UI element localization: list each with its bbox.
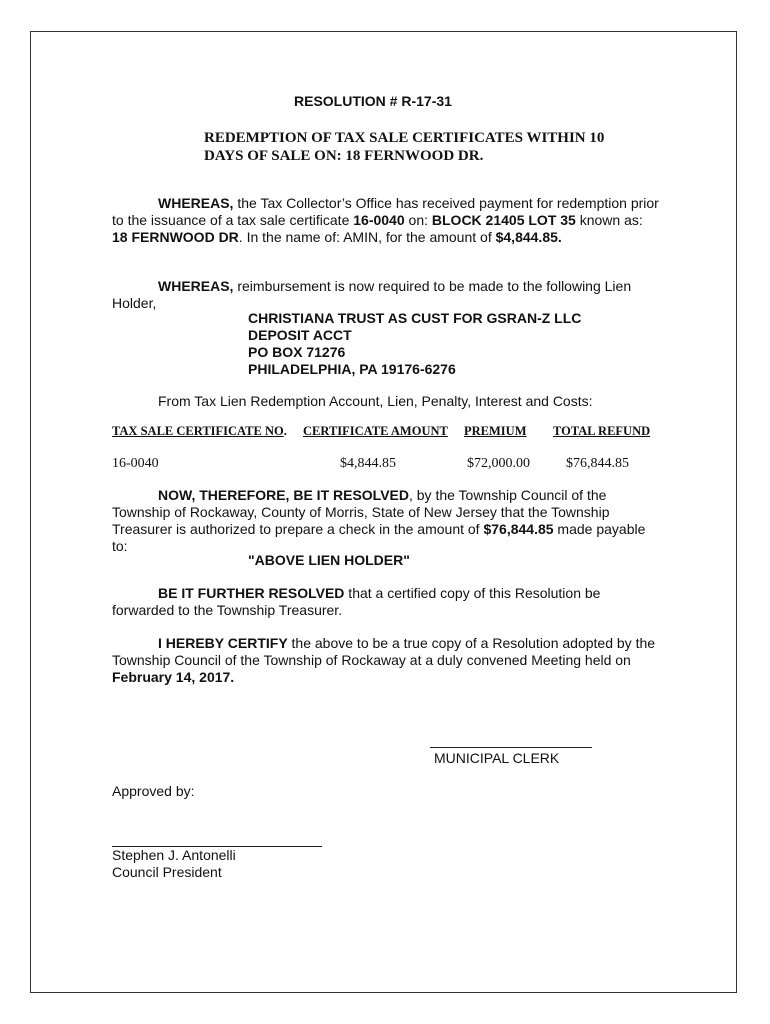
certify-lead: I HEREBY CERTIFY [158, 635, 288, 651]
further-line2-text: forwarded to the Township Treasurer. [112, 602, 343, 618]
whereas-lead-2: WHEREAS, [158, 278, 234, 294]
certify-line2-text: Township Council of the Township of Rockaway at a duly convened Meeting held on [112, 652, 631, 668]
whereas-paragraph-2 [112, 278, 631, 312]
table-cell-certificate-no: 16-0040 [112, 456, 159, 471]
resolved-paragraph [112, 487, 645, 555]
resolution-heading [204, 129, 604, 165]
whereas-lead-1: WHEREAS, [158, 195, 234, 211]
meeting-date: February 14, 2017. [112, 669, 235, 685]
certify-paragraph [112, 635, 655, 686]
resolved-line3-text-a: Treasurer is authorized to prepare a check in the amount of [112, 521, 484, 537]
lien-holder-account: DEPOSIT ACCT [248, 327, 352, 343]
table-header-premium: PREMIUM [464, 424, 527, 438]
heading-line-1: REDEMPTION OF TAX SALE CERTIFICATES WITHIN 10 [204, 130, 605, 146]
president-name: Stephen J. Antonelli [112, 847, 236, 863]
whereas1-line1-text: the Tax Collector’s Office has received payment for redemption prior [233, 195, 659, 211]
resolved-line3-text-b: made payable [553, 521, 646, 537]
resolved-line1-text: , by the Township Council of the [408, 487, 607, 503]
table-header-total-refund: TOTAL REFUND [553, 424, 651, 438]
further-resolved-lead: BE IT FURTHER RESOLVED [158, 585, 345, 601]
certificate-number: 16-0040 [353, 212, 405, 228]
resolution-title: RESOLUTION # R-17-31 [294, 93, 452, 109]
resolved-line4-text: to: [112, 538, 128, 554]
approved-by-label: Approved by: [112, 783, 195, 799]
resolved-line2-text: Township of Rockaway, County of Morris, State of New Jersey that the Township [112, 504, 610, 520]
clerk-signature-line [430, 747, 592, 748]
lien-holder-city: PHILADELPHIA, PA 19176-6276 [248, 361, 456, 377]
whereas1-line2-text-b: on: [404, 212, 432, 228]
lien-holder-address [248, 310, 581, 378]
redemption-amount: $4,844.85. [495, 229, 562, 245]
clerk-label: MUNICIPAL CLERK [434, 750, 560, 766]
certify-line1-text: the above to be a true copy of a Resolution adopted by the [287, 635, 656, 651]
whereas2-line1-text: reimbursement is now required to be made to the following Lien [233, 278, 632, 294]
resolved-lead: NOW, THEREFORE, BE IT RESOLVED [158, 487, 409, 503]
whereas1-line2-text-c: known as: [575, 212, 643, 228]
table-cell-premium: $72,000.00 [467, 456, 530, 471]
heading-line-2: DAYS OF SALE ON: 18 FERNWOOD DR. [204, 148, 484, 164]
president-block [112, 847, 236, 881]
from-account-text: From Tax Lien Redemption Account, Lien, Penalty, Interest and Costs: [158, 393, 593, 409]
whereas1-line2-text-a: to the issuance of a tax sale certificate [112, 212, 354, 228]
whereas2-line2-text: Holder, [112, 295, 157, 311]
president-title: Council President [112, 864, 222, 880]
lien-holder-name: CHRISTIANA TRUST AS CUST FOR GSRAN-Z LLC [248, 310, 582, 326]
block-lot: BLOCK 21405 LOT 35 [431, 212, 576, 228]
whereas-paragraph-1 [112, 195, 659, 246]
table-cell-total-refund: $76,844.85 [566, 456, 629, 471]
header-period: . [283, 424, 287, 438]
property-address: 18 FERNWOOD DR [112, 229, 239, 245]
lien-holder-po-box: PO BOX 71276 [248, 344, 346, 360]
further-line1-text: that a certified copy of this Resolution be [344, 585, 601, 601]
table-header-certificate-no [112, 423, 287, 440]
check-amount: $76,844.85 [483, 521, 554, 537]
table-cell-certificate-amount: $4,844.85 [340, 456, 396, 471]
further-resolved-paragraph [112, 585, 600, 619]
header-certificate-no-text: TAX SALE CERTIFICATE NO [112, 424, 284, 438]
payee-label: "ABOVE LIEN HOLDER" [248, 552, 410, 568]
whereas1-line3-text: . In the name of: AMIN, for the amount of [238, 229, 496, 245]
table-header-certificate-amount: CERTIFICATE AMOUNT [303, 424, 448, 438]
